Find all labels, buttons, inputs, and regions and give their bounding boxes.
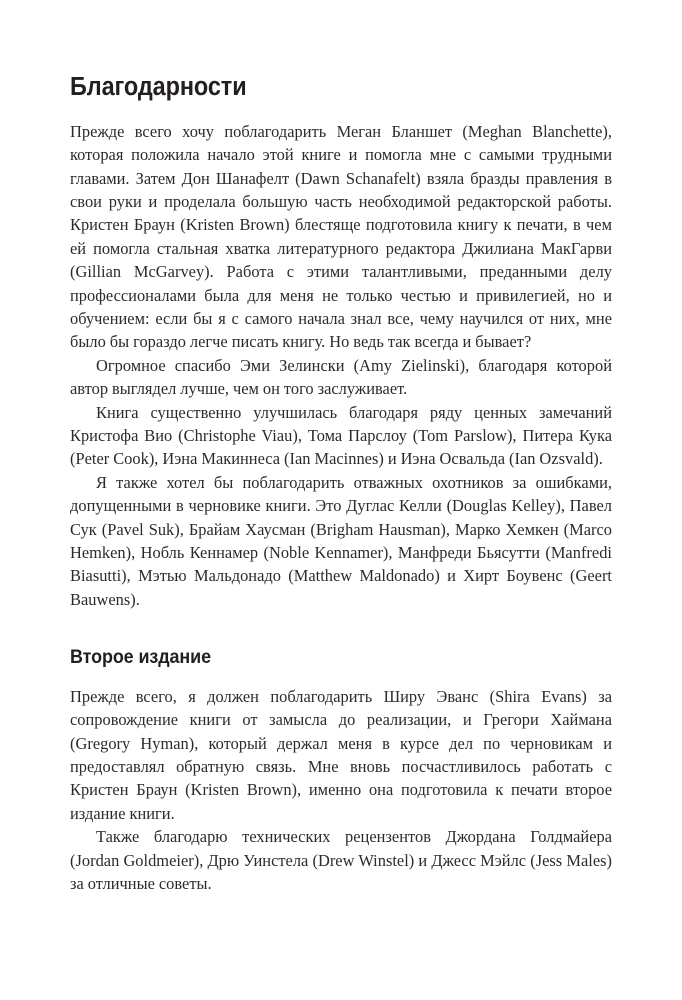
- paragraph-second-edition-1: Прежде всего, я должен поблагодарить Ширу Эванс (Shira Evans) за сопровождение книги от замысла до реализации, и Грегори Хаймана (Gregory Hyman), который держал меня в курсе дел по черновикам и предоставлял обратную связь. Мне вновь посчастливилось работать с Кристен Браун (Kristen Brown), именно она подготовила к печати второе издание книги.: [70, 686, 612, 823]
- section-second-edition-heading-block: [70, 647, 612, 667]
- paragraph-ack-3: Книга существенно улучшилась благодаря ряду ценных замечаний Кристофа Вио (Christophe Viau), Тома Парслоу (Tom Parslow), Питера Кука (Peter Cook), Иэна Макиннеса (Ian Macinnes) и Иэна Освальда (Ian Ozsvald).: [70, 402, 612, 469]
- page-title: Благодарности: [70, 73, 247, 101]
- paragraph-ack-1: Прежде всего хочу поблагодарить Меган Бланшет (Meghan Blanchette), которая положила начало этой книге и помогла мне с самыми трудными главами. Затем Дон Шанафелт (Dawn Schanafelt) взяла бразды правления в свои руки и проделала большую часть необходимой редакторской работы. Кристен Браун (Kristen Brown) блестяще подготовила книгу к печати, в чем ей помогла стальная хватка литературного редактора Джилиана МакГарви (Gillian McGarvey). Работа с этими талантливыми, преданными делу профессионалами была для меня не только честью и привилегией, но и обучением: если бы я с самого начала знал все, чему научился от них, мне было бы гораздо легче писать книгу. Но ведь так всегда и бывает?: [70, 121, 612, 352]
- page-content: [70, 74, 612, 895]
- section-heading-second-edition: Второе издание: [70, 646, 211, 669]
- paragraph-second-edition-2: Также благодарю технических рецензентов Джордана Голдмайера (Jordan Goldmeier), Дрю Уинстела (Drew Winstel) и Джесс Мэйлс (Jess Males) за отличные советы.: [70, 827, 612, 894]
- paragraph-ack-4: Я также хотел бы поблагодарить отважных охотников за ошибками, допущенными в черновике книги. Это Дуглас Келли (Douglas Kelley), Павел Сук (Pavel Suk), Брайам Хаусман (Brigham Hausman), Марко Хемкен (Marco Hemken), Нобль Кеннамер (Noble Kennamer), Манфреди Бьясутти (Manfredi Biasutti), Мэтью Мальдонадо (Matthew Maldonado) и Хирт Боувенс (Geert Bauwens).: [70, 472, 612, 609]
- paragraph-ack-2: Огромное спасибо Эми Зелински (Amy Zielinski), благодаря которой автор выглядел лучше, чем он того заслуживает.: [70, 355, 612, 399]
- section-acknowledgments-heading-block: [70, 74, 612, 101]
